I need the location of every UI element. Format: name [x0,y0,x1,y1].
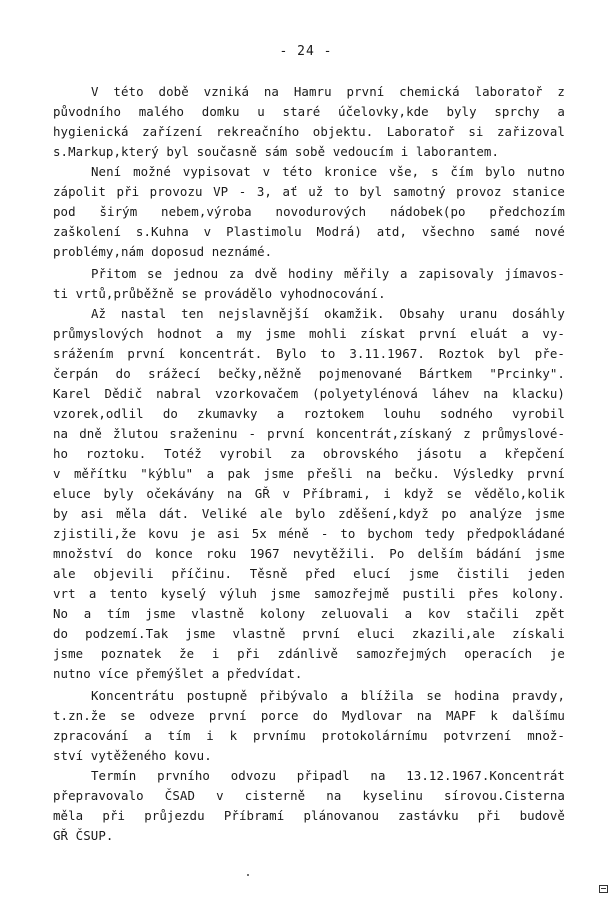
text-line: zápolit při provozu VP - 3, ať už to byl samotný provoz stanice [53,184,565,199]
text-line: průmyslových hodnot a my jsme mohli získat první eluát a vy- [53,326,565,341]
text-line: s.Markup,který byl současně sám sobě vedoucím i laborantem. [53,144,500,159]
text-line: pod širým nebem,výroba novodurových nádobek(po předchozím [53,204,565,219]
text-line: ti vrtů,průběžně se provádělo vyhodnocování. [53,286,386,301]
text-line: zpracování a tím i k prvnímu protokolárnímu potvrzení množ- [53,728,565,743]
page-corner-icon [599,885,608,893]
text-line: na dně žlutou sraženinu - první koncentrát,získaný z průmyslové- [53,426,565,441]
text-line: V této době vzniká na Hamru první chemická laboratoř z [91,84,565,99]
text-line: Není možné vypisovat v této kronice vše, s čím bylo nutno [91,164,565,179]
text-line: do podzemí.Tak jsme vlastně první eluci zkazili,ale získali [53,626,565,641]
text-line: zjistili,že kovu je asi 5x méně - to bychom tedy předpokládané [53,526,565,541]
text-line: problémy,nám doposud neznámé. [53,244,273,259]
text-line: srážením první koncentrát. Bylo to 3.11.1967. Roztok byl pře- [53,346,565,361]
text-line: zaškolení s.Kuhna v Plastimolu Modrá) atd, všechno samé nové [53,224,565,239]
text-line: v měřítku "kýblu" a pak jsme přešli na bečku. Výsledky první [53,466,565,481]
text-line: hygienická zařízení rekreačního objektu. Laboratoř si zařizoval [53,124,565,139]
text-line: Přitom se jednou za dvě hodiny měřily a zapisovaly jímavos- [91,266,565,281]
text-line: Termín prvního odvozu připadl na 13.12.1967.Koncentrát [91,768,565,783]
text-line: Koncentrátu postupně přibývalo a blížila se hodina pravdy, [91,688,565,703]
text-line: Karel Dědič nabral vzorkovačem (polyetylénová láhev na klacku) [53,386,565,401]
text-line: ství vytěženého kovu. [53,748,212,763]
text-line: ale objevili příčinu. Těsně před elucí jsme čistili jeden [53,566,565,581]
text-line: přepravovalo ČSAD v cisterně na kyselinu sírovou.Cisterna [53,788,565,803]
text-line: množství do konce roku 1967 nevytěžili. Po delším bádání jsme [53,546,565,561]
text-line: ho roztoku. Totéž vyrobil za obrovského jásotu a křepčení [53,446,565,461]
text-line: by asi měla dát. Veliké ale bylo zděšení,když po analýze jsme [53,506,565,521]
scan-speck [247,874,249,876]
text-line: původního malého domku u staré účelovky,kde byly sprchy a [53,104,565,119]
text-line: vzorek,odlil do zkumavky a roztokem louhu sodného vyrobil [53,406,565,421]
text-line: t.zn.že se odveze první porce do Mydlovar na MAPF k dalšímu [53,708,565,723]
text-line: GŘ ČSUP. [53,828,114,843]
text-line: měla při průjezdu Příbramí plánovanou zastávku při budově [53,808,565,823]
text-line: Až nastal ten nejslavnější okamžik. Obsahy uranu dosáhly [91,306,565,321]
text-line: čerpán do srážecí bečky,něžně pojmenované Bártkem "Prcinky". [53,366,565,381]
text-line: vrt a tento kyselý výluh jsme samozřejmě pustili přes kolony. [53,586,565,601]
page-number: - 24 - [279,44,333,59]
text-line: jsme poznatek že i při zdánlivě samozřejmých operacích je [53,646,565,661]
text-line: nutno více přemýšlet a předvídat. [53,666,303,681]
text-line: eluce byly očekávány na GŘ v Příbrami, i když se vědělo,kolik [53,486,565,501]
text-line: No a tím jsme vlastně kolony zeluovali a kov stačili zpět [53,606,565,621]
